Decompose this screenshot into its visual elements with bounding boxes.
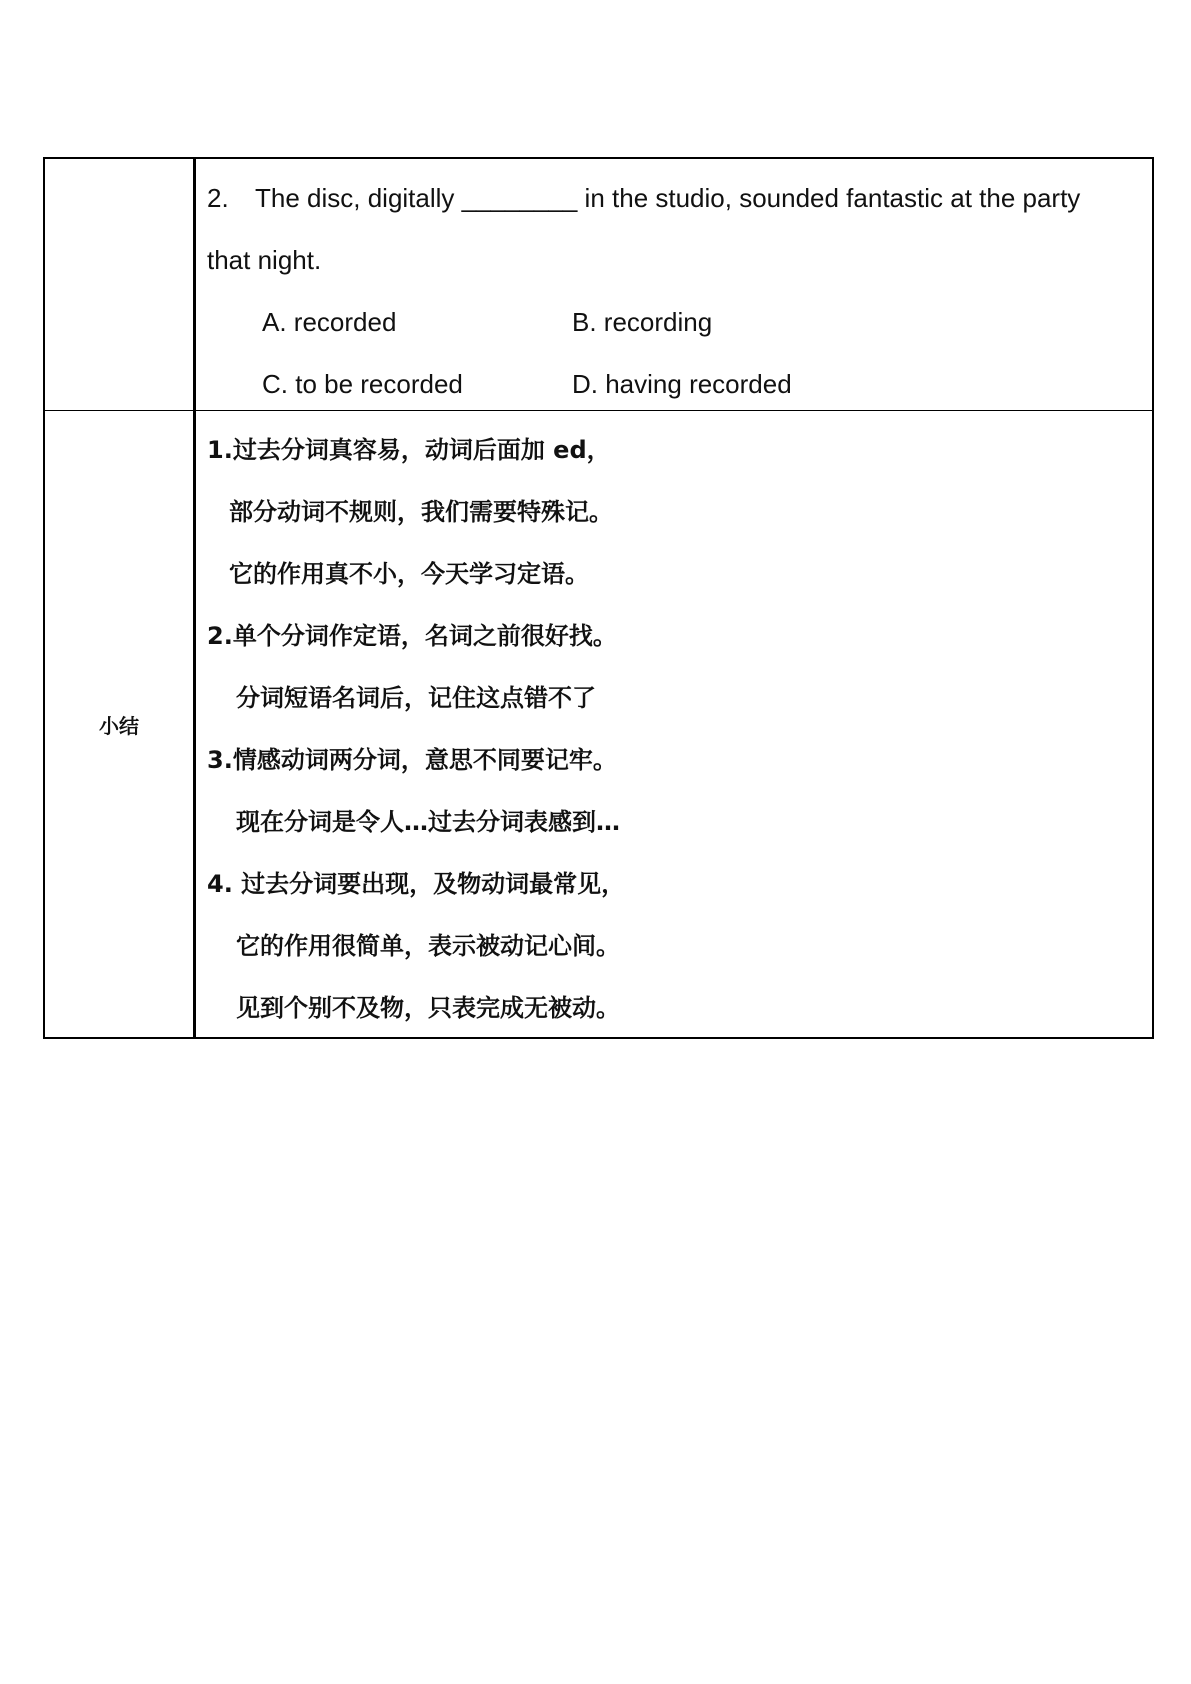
summary-line-1: 1.过去分词真容易，动词后面加 ed， xyxy=(207,436,611,464)
question-line-1 xyxy=(196,167,1152,229)
summary-line-5: 分词短语名词后，记住这点错不了 xyxy=(236,684,596,712)
summary-content-cell xyxy=(195,411,1154,1039)
exercise-row xyxy=(44,158,1153,411)
summary-line-4: 2.单个分词作定语，名词之前很好找。 xyxy=(207,622,617,650)
summary-line-7: 现在分词是令人…过去分词表感到… xyxy=(236,808,620,836)
question-number: 2. xyxy=(207,183,229,213)
summary-line-2: 部分动词不规则，我们需要特殊记。 xyxy=(229,498,613,526)
summary-label-cell xyxy=(44,411,195,1039)
question-text-line-1: The disc, digitally ________ in the studio, sounded fantastic at the party xyxy=(255,183,1081,213)
question-text-line-2: that night. xyxy=(207,245,322,275)
summary-line-9: 它的作用很简单，表示被动记心间。 xyxy=(236,932,620,960)
option-a: A. recorded xyxy=(262,307,397,337)
summary-row xyxy=(44,411,1153,1039)
summary-label: 小结 xyxy=(99,713,139,738)
lesson-table xyxy=(43,157,1154,1039)
option-c: C. to be recorded xyxy=(262,369,463,399)
summary-line-6: 3.情感动词两分词，意思不同要记牢。 xyxy=(207,746,617,774)
exercise-label-cell xyxy=(44,158,195,411)
summary-line-3: 它的作用真不小，今天学习定语。 xyxy=(229,560,589,588)
options-row-1 xyxy=(196,291,1152,353)
option-b: B. recording xyxy=(572,307,713,337)
option-d: D. having recorded xyxy=(572,369,792,399)
summary-line-10: 见到个别不及物，只表完成无被动。 xyxy=(236,994,620,1022)
options-row-2 xyxy=(196,353,1152,415)
exercise-content-cell xyxy=(195,158,1154,411)
summary-line-8: 4. 过去分词要出现，及物动词最常见， xyxy=(207,870,626,898)
